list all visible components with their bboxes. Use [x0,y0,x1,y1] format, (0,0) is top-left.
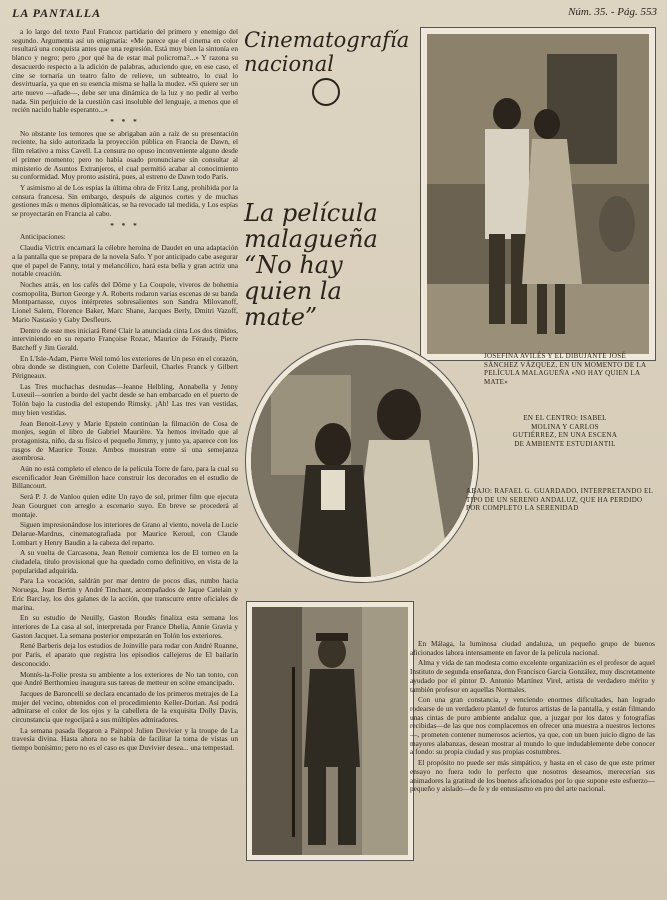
paragraph: Para La vocación, saldrán por mar dentro de pocos días, rumbo hacia Noruega, Jean Bertin y André Tinchant, acompañados de Jaque Catelain y Eric Barclay, los dos galanes de la acción, que transcurre entre oficiales de marina. [12,576,238,612]
photo-caption-bottom: ABAJO: RAFAEL G. GUARDADO, INTERPRETANDO EL TIPO DE UN SERENO ANDALUZ, QUE HA PERDIDO POR COMPLETO LA SERENIDAD [466,487,653,513]
left-text-column [12,28,238,755]
paragraph: Con una gran constancia, y venciendo enormes dificultades, han logrado rodearse de un verdadero plantel de futuros artistas de la pantalla, y están filmando unas cintas de puro ambiente andaluz que, a juzgar por los datos y fotografías recibidas—de las que nos complacemos en ofrecer una muestra a nuestros lectores—, prometen contener numerosos aciertos, ya que, con un buen juicio digno de las mayores alabanzas, desean mostrar al mundo lo que indudablemente debe conocer a fondo: su propia ciudad y sus propias costumbres. [410,695,655,757]
paragraph: En L'Isle-Adam, Pierre Weil tomó los exteriores de Un peso en el corazón, obra donde se distinguen, con Colette Darfeuil, Charles Franck y Gilbert Périgneaux. [12,353,238,381]
paragraph: Anticipaciones: [20,232,66,242]
paragraph: Claudia Victrix encarnará la célebre heroína de Daudet en una adaptación a la pantalla que se prepara de la novela Safo. Y por anticipado cabe asegurar que el papel de Fanny, total y melancólico, hará esta bella y gran actriz una notable creación. [12,243,238,279]
paragraph: René Barberis deja los estudios de Joinville para rodar con André Roanne, por París, el aparato que registra los episodios callejeros de El bailarín desconocido. [12,641,238,668]
separator: * * * [110,117,140,127]
students-photo-image [251,345,473,577]
paragraph: Aún no está completo el elenco de la película Torre de faro, para la cual su escenificador Jean Grémillon hace construir los decorados en el estudio de Billancourt. [12,464,238,491]
paragraph: El propósito no puede ser más simpático, y hasta en el caso de que este primer ensayo no fuera todo lo perfecto que nosotros deseamos, merecerían sus animadores la gratitud de los buenos aficionados por lo que supone este esfuerzo—pequeño y aislado—de fe y de entusiasmo en pro del arte nacional. [410,758,655,794]
watchman-photo-image [252,607,408,855]
section-title: Cinematografía nacional [244,28,410,76]
paragraph: A su vuelta de Carcasona, Jean Renoir comienza los de El torneo en la ciudadela, título provisional que ha quedado como definitivo, en vista de la popularidad adquirida. [12,548,238,575]
paragraph: La semana pasada llegaron a Painpol Julien Duvivier y la troupe de La travesía divina. Hasta ahora no se había de facilitar la toma de vistas un tiempo bonísimo; pero no es el caso es que Duvivier desea... una tempestad. [12,725,238,753]
paragraph: a lo largo del texto Paul Francoz partidario del primero y enemigo del segundo. Argumenta así un enigmatia: «Me parece que el cinema en color resultará una conquista antes que una regresión. Está muy bien la sintonía en blanco y negro; pero ¿por qué ha de estar mal policroma?...» Y razona su desacuerdo respecto a la adición de palabras, aduciendo que, en ese caso, el cine se tornaría un teatro falto de relieve, un subteatro, lo cual lo desvirtuaría, ya que en su esencia misma se halla la mudez. «Si quiere ser un arte nuevo —añade—, debe ser una dinámica de la luz y no pedir al verbo nada. Sin perjuicio de la cuestión casi insoluble del lenguaje, a menos que el recién nacido hable esperanto...» [12,27,238,115]
watchman-photo [247,602,413,860]
photo-caption-top: JOSEFINA AVILÉS Y EL DIBUJANTE JOSÉ SÁNCHEZ VÁZQUEZ, EN UN MOMENTO DE LA PELÍCULA MALAGUEÑA «NO HAY QUIEN LA MATE» [484,352,647,386]
couple-photo-image [427,34,649,354]
paragraph: Será P. J. de Vanloo quien edite Un rayo de sol, primer film que ejecuta Jean Gourguet con arreglo a escenario suyo. En breve se procederá al montaje. [12,492,238,519]
issue-page-number: Núm. 35. - Pág. 553 [568,6,657,18]
film-reel-ornament-icon [312,78,340,106]
paragraph: Noches atrás, en los cafés del Dôme y La Coupole, viveros de bohemia cosmopolita, Burton George y A. Roberts rodaron varias escenas de su banda Montparnasse, cuyos intérpretes sobresalientes son Sandra Milovanoff, Lionel Salem, Florence Baker, Marc Shane, Jacques Berly, Dmitri Vazoff, Mario Nastasio y Gaby Desfleurs. [12,279,238,324]
couple-photo [421,28,655,360]
paragraph: Alma y vida de tan modesta como excelente organización es el profesor de aquel Instituto de segunda enseñanza, don Francisco García González, muy discretamente ayudado por el pintor D. Antonio Martínez Virel, artista de verdadero mérito y también profesor en aquellas Normales. [410,658,655,694]
paragraph: Dentro de este mes iniciará René Clair la anunciada cinta Los dos tímidos, interviniendo en su reparto Françoise Rozac, Maurice de Féraudy, Pierre Batcheff y Jim Gerald. [12,325,238,352]
paragraph: Jacques de Baroncelli se declara encantado de los primeros metrajes de La mujer del vecino, obtenidos con el procedimiento Keller-Dorian. Así podrá admirarse el color de los ojos y la cabellera de la exquisita Dolly Davis, circunstancia que regocijará a sus múltiples admiradores. [12,688,238,725]
paragraph: Y asimismo al de Los espías la última obra de Fritz Lang, prohibida por la censura francesa. Sin embargo, después de algunos cortes y de muchas gestiones más o menos diplomáticas, se ha revocado tal medida, y Los espías se proyectarán en Francia al cabo. [12,182,238,219]
right-text-column [410,640,655,796]
paragraph: En su estudio de Neuilly, Gaston Roudès finaliza esta semana los interiores de La casa al sol, interpretada por France Dhelia, Annie Gravia y Gaston Jacquet. La semana posterior empezarán en Tolón los exteriores. [12,613,238,640]
paragraph: Las Tres muchachas desnudas—Jeanne Helbling, Annabella y Jenny Luxeuil—sonríen a bordo del yacht desde se han embarcado en el puerto de Tolón bajo la custodia del estupendo Rimsky. ¡Ah! Las tres van vestidas, muy bien vestidas. [12,381,238,417]
paragraph: En Málaga, la luminosa ciudad andaluza, un pequeño grupo de buenos aficionados labora intensamente en favor de la película nacional. [410,639,655,657]
magazine-name: LA PANTALLA [12,6,102,20]
separator: * * * [110,220,140,230]
paragraph: Jean Benoit-Levy y Marie Epstein continúan la filmación de Cosa de monjes, según el libro de Gabriel Maurière. Ya hemos invitado que al protagonista, niño, da su físico el pequeño Jimmy, y junto ya, aparece con los rasgos de Maurice Touze. Ambos muestran entre sí una semejanza asombrosa. [12,418,238,463]
students-photo [246,340,478,582]
paragraph: Siguen impresionándose los interiores de Grano al viento, novela de Lucie Delarue-Mardrus, cinematografiada por Maurice Keroul, con Claude Lombart y Henry Baudin a la cabeza del reparto. [12,520,238,547]
article-title: La película malagueña “No hay quien la mate” [244,199,378,331]
photo-caption-center: EN EL CENTRO: ISABEL MOLINA Y CARLOS GUTIÉRREZ, EN UNA ESCENA DE AMBIENTE ESTUDIANTIL [512,414,618,448]
paragraph: No obstante los temores que se abrigaban aún a raíz de su presentación reciente, ha sido autorizada la proyección pública en Francia de Dawn, el film relativo a miss Cavell. La censura no opuso inconveniente alguno desde el primer momento; pero no había osado pronunciarse sin consultar al ministerio de Asuntos Extranjeros, el cual permitió acabar al conocimiento su conformidad. Muy pronto asistirá, pues, al estreno de Dawn todo París. [12,128,238,182]
paragraph: Montés-la-Folie presta su ambiente a los exteriores de No tan tonto, con que André Berthomieu inaugura sus tareas de metteur en scène emancipado. [12,669,238,688]
